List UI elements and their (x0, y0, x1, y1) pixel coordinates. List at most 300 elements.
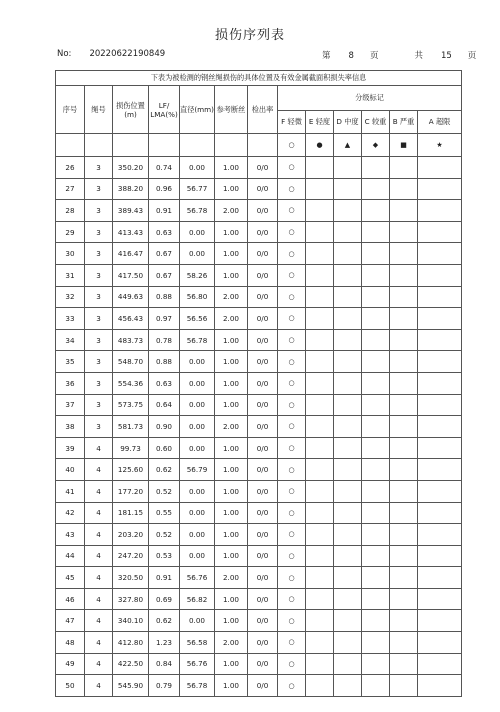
header-blank-cell (85, 134, 113, 157)
cell-grade-empty (390, 480, 418, 502)
cell-diameter: 56.79 (180, 459, 215, 481)
cell-grade-f: ○ (278, 286, 306, 308)
cell-grade-empty (334, 308, 362, 330)
cell-grade-empty (306, 351, 334, 373)
cell-reference: 1.00 (215, 221, 248, 243)
table-row (56, 351, 462, 373)
cell-grade-empty (418, 286, 462, 308)
cell-grade-empty (362, 480, 390, 502)
cell-diameter: 58.26 (180, 264, 215, 286)
cell-grade-empty (390, 545, 418, 567)
cell-grade-f: ○ (278, 588, 306, 610)
cell-lf-lma: 0.96 (149, 178, 180, 200)
cell-reference: 2.00 (215, 567, 248, 589)
cell-grade-empty (362, 437, 390, 459)
cell-grade-empty (362, 545, 390, 567)
cell-lf-lma: 0.53 (149, 545, 180, 567)
cell-grade-empty (306, 329, 334, 351)
page-suffix: 页 (369, 51, 379, 61)
cell-grade-empty (306, 502, 334, 524)
cell-grade-empty (362, 308, 390, 330)
cell-grade-empty (306, 653, 334, 675)
cell-grade-empty (362, 221, 390, 243)
col-position-line1: 损伤位置 (116, 100, 145, 110)
cell-grade-empty (306, 221, 334, 243)
cell-grade-empty (334, 437, 362, 459)
cell-diameter: 0.00 (180, 437, 215, 459)
grade-label: F 轻微 (278, 111, 306, 134)
cell-grade-empty (334, 178, 362, 200)
cell-reference: 1.00 (215, 178, 248, 200)
cell-grade-empty (362, 416, 390, 438)
cell-grade-empty (418, 437, 462, 459)
cell-lf-lma: 0.63 (149, 221, 180, 243)
cell-lf-lma: 0.90 (149, 416, 180, 438)
cell-position: 548.70 (113, 351, 149, 373)
cell-grade-f: ○ (278, 372, 306, 394)
cell-rope: 4 (85, 502, 113, 524)
cell-diameter: 56.78 (180, 675, 215, 697)
table-row (56, 480, 462, 502)
cell-position: 412.80 (113, 632, 149, 654)
cell-rope: 4 (85, 437, 113, 459)
cell-detection-rate: 0/0 (248, 502, 278, 524)
cell-grade-f: ○ (278, 480, 306, 502)
cell-grade-empty (306, 567, 334, 589)
cell-position: 388.20 (113, 178, 149, 200)
cell-grade-f: ○ (278, 653, 306, 675)
cell-detection-rate: 0/0 (248, 178, 278, 200)
col-seq: 序号 (56, 86, 85, 134)
cell-grade-empty (362, 394, 390, 416)
col-position (113, 86, 149, 134)
cell-grade-empty (306, 545, 334, 567)
cell-reference: 1.00 (215, 480, 248, 502)
header-blank-cell (113, 134, 149, 157)
cell-grade-empty (418, 480, 462, 502)
cell-grade-empty (362, 351, 390, 373)
cell-detection-rate: 0/0 (248, 351, 278, 373)
cell-reference: 2.00 (215, 200, 248, 222)
cell-grade-empty (362, 178, 390, 200)
cell-seq: 32 (56, 286, 85, 308)
table-row (56, 653, 462, 675)
grade-symbol: ◆ (362, 134, 390, 157)
cell-diameter: 0.00 (180, 524, 215, 546)
cell-position: 456.43 (113, 308, 149, 330)
col-lf-lma (149, 86, 180, 134)
cell-diameter: 0.00 (180, 394, 215, 416)
cell-position: 350.20 (113, 157, 149, 179)
cell-grade-empty (418, 416, 462, 438)
cell-position: 247.20 (113, 545, 149, 567)
cell-reference: 1.00 (215, 588, 248, 610)
col-grade-marks: 分级标记 (278, 86, 462, 111)
cell-grade-empty (306, 675, 334, 697)
cell-detection-rate: 0/0 (248, 416, 278, 438)
cell-grade-f: ○ (278, 610, 306, 632)
cell-grade-f: ○ (278, 178, 306, 200)
table-row (56, 459, 462, 481)
cell-seq: 46 (56, 588, 85, 610)
cell-grade-empty (334, 351, 362, 373)
cell-grade-empty (362, 675, 390, 697)
col-detection-rate: 检出率 (248, 86, 278, 134)
cell-grade-empty (362, 157, 390, 179)
cell-grade-empty (418, 372, 462, 394)
cell-seq: 30 (56, 243, 85, 265)
cell-lf-lma: 0.55 (149, 502, 180, 524)
table-row (56, 502, 462, 524)
cell-seq: 38 (56, 416, 85, 438)
cell-grade-f: ○ (278, 221, 306, 243)
cell-detection-rate: 0/0 (248, 610, 278, 632)
cell-rope: 4 (85, 524, 113, 546)
cell-lf-lma: 0.62 (149, 459, 180, 481)
cell-grade-empty (334, 329, 362, 351)
cell-position: 389.43 (113, 200, 149, 222)
cell-rope: 4 (85, 610, 113, 632)
header-blank-cell (215, 134, 248, 157)
cell-position: 417.50 (113, 264, 149, 286)
report-number (57, 49, 165, 59)
cell-grade-empty (390, 157, 418, 179)
cell-detection-rate: 0/0 (248, 286, 278, 308)
cell-rope: 3 (85, 157, 113, 179)
cell-grade-empty (390, 459, 418, 481)
cell-rope: 4 (85, 567, 113, 589)
cell-grade-empty (390, 588, 418, 610)
cell-seq: 33 (56, 308, 85, 330)
cell-seq: 43 (56, 524, 85, 546)
cell-grade-f: ○ (278, 157, 306, 179)
cell-reference: 1.00 (215, 502, 248, 524)
cell-diameter: 0.00 (180, 502, 215, 524)
grade-symbol: ○ (278, 134, 306, 157)
cell-grade-empty (362, 524, 390, 546)
cell-grade-empty (334, 416, 362, 438)
cell-rope: 3 (85, 351, 113, 373)
cell-position: 449.63 (113, 286, 149, 308)
cell-lf-lma: 0.63 (149, 372, 180, 394)
table-row (56, 632, 462, 654)
cell-grade-empty (306, 437, 334, 459)
header-blank-cell (149, 134, 180, 157)
table-row (56, 437, 462, 459)
cell-grade-empty (362, 200, 390, 222)
cell-rope: 3 (85, 372, 113, 394)
cell-lf-lma: 0.78 (149, 329, 180, 351)
header-blank-cell (180, 134, 215, 157)
cell-rope: 4 (85, 675, 113, 697)
cell-reference: 1.00 (215, 329, 248, 351)
cell-grade-empty (418, 632, 462, 654)
cell-detection-rate: 0/0 (248, 567, 278, 589)
table-row (56, 372, 462, 394)
cell-lf-lma: 0.67 (149, 243, 180, 265)
col-lf-line1: LF/ (158, 100, 170, 110)
cell-grade-empty (418, 394, 462, 416)
cell-diameter: 56.77 (180, 178, 215, 200)
cell-seq: 27 (56, 178, 85, 200)
table-row (56, 264, 462, 286)
cell-grade-empty (418, 243, 462, 265)
cell-detection-rate: 0/0 (248, 157, 278, 179)
cell-seq: 39 (56, 437, 85, 459)
col-position-line2: (m) (124, 109, 137, 119)
cell-grade-empty (418, 221, 462, 243)
cell-grade-empty (418, 178, 462, 200)
cell-seq: 37 (56, 394, 85, 416)
table-row (56, 567, 462, 589)
cell-grade-empty (418, 545, 462, 567)
cell-grade-empty (390, 653, 418, 675)
cell-grade-f: ○ (278, 264, 306, 286)
table-row (56, 243, 462, 265)
header-blank-cell (56, 134, 85, 157)
cell-diameter: 56.76 (180, 567, 215, 589)
cell-lf-lma: 0.79 (149, 675, 180, 697)
col-lf-line2: LMA(%) (150, 109, 178, 119)
cell-grade-empty (362, 286, 390, 308)
cell-detection-rate: 0/0 (248, 437, 278, 459)
cell-grade-empty (362, 502, 390, 524)
cell-grade-empty (418, 200, 462, 222)
cell-grade-f: ○ (278, 545, 306, 567)
cell-grade-empty (418, 264, 462, 286)
cell-rope: 3 (85, 286, 113, 308)
cell-grade-empty (418, 351, 462, 373)
cell-grade-empty (306, 416, 334, 438)
cell-diameter: 56.78 (180, 200, 215, 222)
cell-grade-empty (418, 588, 462, 610)
cell-rope: 4 (85, 632, 113, 654)
cell-grade-empty (334, 286, 362, 308)
table-row (56, 178, 462, 200)
cell-diameter: 56.80 (180, 286, 215, 308)
cell-grade-empty (390, 524, 418, 546)
cell-lf-lma: 0.67 (149, 264, 180, 286)
cell-diameter: 56.58 (180, 632, 215, 654)
cell-rope: 3 (85, 243, 113, 265)
cell-rope: 3 (85, 178, 113, 200)
table-row (56, 286, 462, 308)
col-reference: 参考断丝 (215, 86, 248, 134)
cell-position: 125.60 (113, 459, 149, 481)
table-row (56, 416, 462, 438)
cell-position: 327.80 (113, 588, 149, 610)
cell-rope: 4 (85, 480, 113, 502)
cell-seq: 31 (56, 264, 85, 286)
table-row (56, 545, 462, 567)
cell-diameter: 0.00 (180, 157, 215, 179)
cell-diameter: 56.82 (180, 588, 215, 610)
table-row (56, 157, 462, 179)
cell-grade-empty (306, 588, 334, 610)
cell-grade-empty (390, 264, 418, 286)
cell-position: 340.10 (113, 610, 149, 632)
cell-reference: 1.00 (215, 653, 248, 675)
table-row (56, 221, 462, 243)
cell-position: 545.90 (113, 675, 149, 697)
cell-reference: 1.00 (215, 610, 248, 632)
damage-table (55, 70, 462, 697)
cell-rope: 4 (85, 459, 113, 481)
cell-grade-empty (334, 502, 362, 524)
cell-grade-empty (334, 480, 362, 502)
cell-grade-empty (390, 286, 418, 308)
cell-position: 181.15 (113, 502, 149, 524)
cell-rope: 4 (85, 545, 113, 567)
cell-grade-empty (306, 610, 334, 632)
cell-seq: 47 (56, 610, 85, 632)
cell-grade-empty (390, 308, 418, 330)
report-number-value: 20220622190849 (89, 49, 166, 59)
table-caption: 下表为被检测的钢丝绳损伤的具体位置及有效金属截面积损失率信息 (56, 71, 462, 86)
cell-grade-empty (362, 459, 390, 481)
cell-grade-empty (334, 243, 362, 265)
cell-reference: 1.00 (215, 675, 248, 697)
cell-grade-f: ○ (278, 329, 306, 351)
cell-grade-f: ○ (278, 416, 306, 438)
cell-grade-empty (334, 157, 362, 179)
cell-seq: 48 (56, 632, 85, 654)
cell-grade-empty (362, 610, 390, 632)
cell-detection-rate: 0/0 (248, 243, 278, 265)
cell-reference: 1.00 (215, 157, 248, 179)
cell-grade-empty (418, 329, 462, 351)
cell-position: 320.50 (113, 567, 149, 589)
col-rope: 绳号 (85, 86, 113, 134)
cell-grade-empty (362, 243, 390, 265)
cell-lf-lma: 0.52 (149, 524, 180, 546)
cell-reference: 1.00 (215, 264, 248, 286)
cell-reference: 2.00 (215, 308, 248, 330)
cell-diameter: 0.00 (180, 480, 215, 502)
cell-grade-f: ○ (278, 502, 306, 524)
cell-grade-empty (418, 308, 462, 330)
cell-detection-rate: 0/0 (248, 221, 278, 243)
cell-grade-empty (390, 372, 418, 394)
cell-reference: 1.00 (215, 394, 248, 416)
cell-diameter: 0.00 (180, 610, 215, 632)
cell-seq: 42 (56, 502, 85, 524)
cell-seq: 34 (56, 329, 85, 351)
cell-grade-f: ○ (278, 394, 306, 416)
cell-grade-empty (390, 200, 418, 222)
table-row (56, 675, 462, 697)
cell-grade-empty (418, 653, 462, 675)
cell-grade-empty (334, 394, 362, 416)
cell-grade-f: ○ (278, 459, 306, 481)
cell-grade-empty (334, 632, 362, 654)
cell-grade-empty (390, 351, 418, 373)
cell-detection-rate: 0/0 (248, 308, 278, 330)
cell-grade-empty (306, 286, 334, 308)
cell-grade-empty (390, 567, 418, 589)
page-number: 8 (348, 51, 354, 61)
cell-detection-rate: 0/0 (248, 329, 278, 351)
cell-reference: 1.00 (215, 437, 248, 459)
cell-grade-empty (334, 545, 362, 567)
total-suffix: 页 (467, 51, 477, 61)
cell-grade-empty (334, 524, 362, 546)
grade-label: D 中度 (334, 111, 362, 134)
cell-rope: 3 (85, 394, 113, 416)
cell-reference: 2.00 (215, 286, 248, 308)
cell-grade-empty (390, 221, 418, 243)
grade-label: E 轻度 (306, 111, 334, 134)
cell-seq: 35 (56, 351, 85, 373)
cell-grade-empty (390, 610, 418, 632)
cell-reference: 1.00 (215, 459, 248, 481)
cell-seq: 36 (56, 372, 85, 394)
cell-grade-empty (362, 372, 390, 394)
cell-position: 573.75 (113, 394, 149, 416)
cell-grade-empty (390, 394, 418, 416)
table-row (56, 394, 462, 416)
table-row (56, 588, 462, 610)
cell-rope: 3 (85, 308, 113, 330)
cell-grade-empty (362, 567, 390, 589)
cell-position: 581.73 (113, 416, 149, 438)
cell-lf-lma: 0.88 (149, 286, 180, 308)
cell-detection-rate: 0/0 (248, 459, 278, 481)
cell-lf-lma: 0.91 (149, 567, 180, 589)
cell-lf-lma: 1.23 (149, 632, 180, 654)
cell-grade-empty (306, 264, 334, 286)
cell-grade-empty (390, 416, 418, 438)
table-row (56, 308, 462, 330)
cell-position: 416.47 (113, 243, 149, 265)
cell-grade-empty (306, 394, 334, 416)
cell-diameter: 0.00 (180, 243, 215, 265)
cell-grade-f: ○ (278, 675, 306, 697)
cell-reference: 1.00 (215, 545, 248, 567)
cell-seq: 49 (56, 653, 85, 675)
cell-seq: 26 (56, 157, 85, 179)
cell-position: 413.43 (113, 221, 149, 243)
cell-grade-empty (306, 308, 334, 330)
cell-grade-empty (306, 459, 334, 481)
cell-grade-empty (390, 178, 418, 200)
cell-grade-empty (306, 480, 334, 502)
cell-seq: 40 (56, 459, 85, 481)
page-indicator (322, 49, 476, 61)
cell-lf-lma: 0.91 (149, 200, 180, 222)
cell-detection-rate: 0/0 (248, 264, 278, 286)
grade-symbol: ● (306, 134, 334, 157)
grade-label: C 较重 (362, 111, 390, 134)
cell-position: 99.73 (113, 437, 149, 459)
cell-detection-rate: 0/0 (248, 524, 278, 546)
table-row (56, 200, 462, 222)
cell-position: 422.50 (113, 653, 149, 675)
cell-diameter: 56.76 (180, 653, 215, 675)
cell-grade-empty (334, 221, 362, 243)
cell-reference: 1.00 (215, 351, 248, 373)
cell-grade-empty (418, 567, 462, 589)
cell-grade-empty (362, 264, 390, 286)
cell-rope: 3 (85, 264, 113, 286)
cell-position: 554.36 (113, 372, 149, 394)
table-row (56, 610, 462, 632)
cell-diameter: 0.00 (180, 372, 215, 394)
cell-detection-rate: 0/0 (248, 653, 278, 675)
grade-symbol: ★ (418, 134, 462, 157)
cell-grade-empty (362, 653, 390, 675)
cell-rope: 3 (85, 329, 113, 351)
